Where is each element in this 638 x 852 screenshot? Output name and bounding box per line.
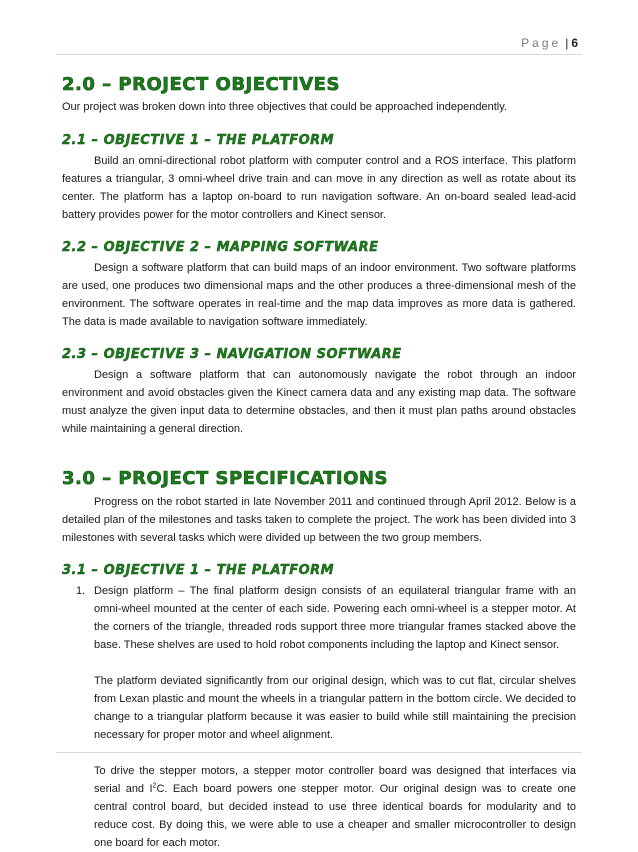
section-2-3-body: Design a software platform that can autonomously navigate the robot through an indoor environment and avoid obstacles given the Kinect camera data and any existing map data. The software must analyze the given input data to determine obstacles, and then it must plan paths around obstacles while maintaining a general direction. bbox=[62, 369, 576, 435]
section-2-1-body: Build an omni-directional robot platform with computer control and a ROS interface. This platform features a triangular, 3 omni-wheel drive train and can move in any direction as well as rotate about its center. The platform has a laptop on-board to run navigation software. An on-board sealed lead-acid battery provides power for the motor controllers and Kinect sensor. bbox=[62, 155, 576, 221]
section-2-2-body: Design a software platform that can build maps of an indoor environment. Two software platforms are used, one produces two dimensional maps and the other produces a three-dimensional mesh of the environment. The software operates in real-time and the map data improves as more data is gathered. The data is made available to navigation software immediately. bbox=[62, 262, 576, 328]
footer-divider bbox=[56, 752, 582, 753]
page-separator: | bbox=[565, 36, 569, 50]
page-word: Page bbox=[521, 36, 562, 50]
page-number: 6 bbox=[571, 36, 578, 50]
page-header bbox=[521, 36, 578, 50]
section-3-intro: Progress on the robot started in late November 2011 and continued through April 2012. Below is a detailed plan of the milestones and tasks taken to complete the project. The work has been divided into 3 milestones with several tasks which were divided up between the two group members. bbox=[62, 496, 576, 544]
section-3-1-heading: 3.1 – OBJECTIVE 1 – THE PLATFORM bbox=[62, 563, 335, 578]
stepper-driver-paragraph bbox=[94, 762, 576, 852]
list-item-number: 1. bbox=[76, 585, 86, 597]
section-2-1-heading: 2.1 – OBJECTIVE 1 – THE PLATFORM bbox=[62, 133, 335, 148]
design-platform-paragraph: Design platform – The final platform design consists of an equilateral triangular frame with an omni-wheel mounted at the center of each side. Powering each omni-wheel is a stepper motor. At the corners of the triangle, threaded rods support three more triangular frames stacked above the base. These shelves are used to hold robot components including the laptop and Kinect sensor. bbox=[94, 585, 576, 651]
section-2-heading: 2.0 – PROJECT OBJECTIVES bbox=[62, 74, 340, 95]
section-2-2-heading: 2.2 – OBJECTIVE 2 – MAPPING SOFTWARE bbox=[62, 240, 379, 255]
list-item bbox=[62, 582, 576, 852]
header-divider bbox=[56, 54, 582, 55]
stepper-text-a: To drive the stepper motors, a stepper motor controller board was designed that interfaces via serial and I bbox=[94, 765, 576, 795]
section-3-heading: 3.0 – PROJECT SPECIFICATIONS bbox=[62, 468, 388, 489]
i2c-superscript: 2 bbox=[152, 782, 157, 790]
platform-deviation-paragraph: The platform deviated significantly from our original design, which was to cut flat, circular shelves from Lexan plastic and mount the wheels in a triangular pattern in the bottom circle. We decided to change to a triangular platform because it was easier to build while still maintaining the precision necessary for proper motor and wheel alignment. bbox=[94, 675, 576, 741]
section-2-intro: Our project was broken down into three objectives that could be approached independently. bbox=[62, 101, 507, 113]
stepper-text-b: C. Each board powers one stepper motor. Our original design was to create one central control board, but decided instead to use three identical boards for modularity and to reduce cost. By doing this, we were able to use a cheaper and smaller microcontroller to design one board for each motor. bbox=[94, 783, 576, 849]
document-body bbox=[62, 74, 576, 852]
milestone-list bbox=[62, 582, 576, 852]
section-2-3-heading: 2.3 – OBJECTIVE 3 – NAVIGATION SOFTWARE bbox=[62, 347, 402, 362]
